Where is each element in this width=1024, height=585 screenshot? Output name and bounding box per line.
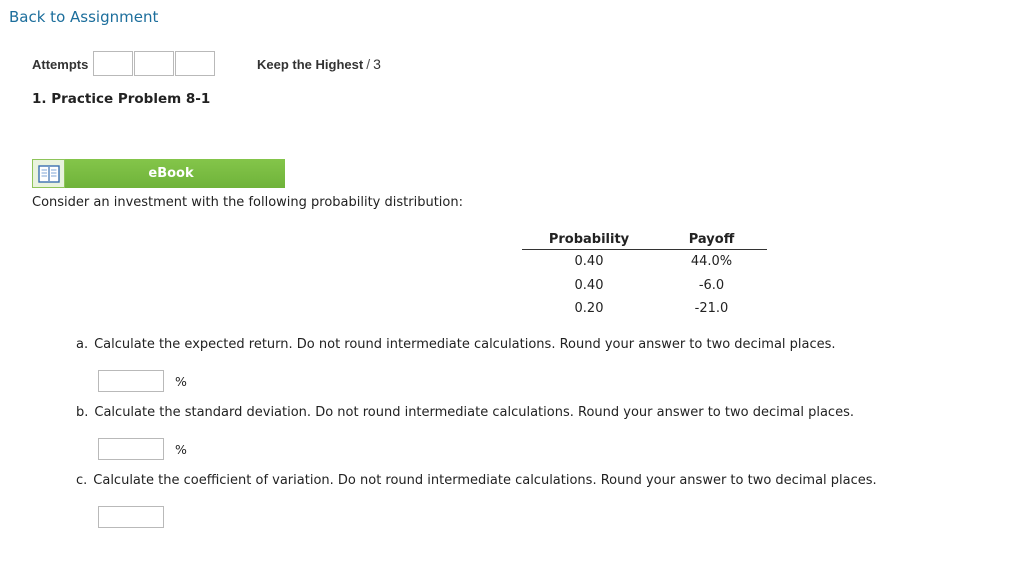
coefficient-of-variation-input[interactable] [98, 506, 164, 528]
probability-cell: 0.40 [574, 277, 604, 293]
book-icon[interactable] [32, 159, 65, 188]
max-attempts: 3 [373, 56, 381, 72]
back-to-assignment-link[interactable]: Back to Assignment [9, 8, 159, 26]
header-probability: Probability [522, 229, 656, 250]
percent-unit-b: % [175, 442, 187, 457]
attempt-box-1 [93, 51, 133, 76]
question-a [76, 337, 836, 352]
probability-cell: 0.40 [574, 254, 604, 270]
attempts-label: Attempts [32, 57, 89, 72]
keep-separator: / [366, 56, 371, 72]
question-b-text: Calculate the standard deviation. Do not round intermediate calculations. Round your answer to two decimal places. [94, 405, 854, 420]
question-b-label: b. [76, 405, 89, 420]
question-c-label: c. [76, 473, 88, 488]
expected-return-input[interactable] [98, 370, 164, 392]
problem-title: 1. Practice Problem 8-1 [32, 91, 211, 107]
standard-deviation-input[interactable] [98, 438, 164, 460]
probability-distribution-table [522, 229, 767, 321]
attempt-box-2 [134, 51, 174, 76]
percent-unit-a: % [175, 374, 187, 389]
probability-cell: 0.20 [574, 301, 604, 317]
ebook-label[interactable]: eBook [65, 159, 285, 188]
table-header-row [522, 229, 767, 250]
table-row [522, 274, 767, 298]
intro-text: Consider an investment with the following probability distribution: [32, 195, 463, 210]
keep-highest-label: Keep the Highest [257, 57, 364, 72]
question-c-text: Calculate the coefficient of variation. Do not round intermediate calculations. Round your answer to two decimal places. [93, 473, 877, 488]
payoff-cell: -6.0 [698, 277, 725, 293]
question-b [76, 405, 854, 420]
question-a-label: a. [76, 337, 89, 352]
attempt-indicators [93, 51, 216, 76]
ebook-button[interactable] [32, 159, 285, 188]
question-a-text: Calculate the expected return. Do not round intermediate calculations. Round your answer to two decimal places. [94, 337, 836, 352]
payoff-cell: 44.0% [690, 254, 733, 270]
question-c [76, 473, 877, 488]
table-row [522, 250, 767, 274]
header-payoff: Payoff [656, 229, 767, 250]
table-row [522, 297, 767, 321]
keep-highest-info [257, 56, 381, 72]
attempt-box-3 [175, 51, 215, 76]
payoff-cell: -21.0 [694, 301, 729, 317]
